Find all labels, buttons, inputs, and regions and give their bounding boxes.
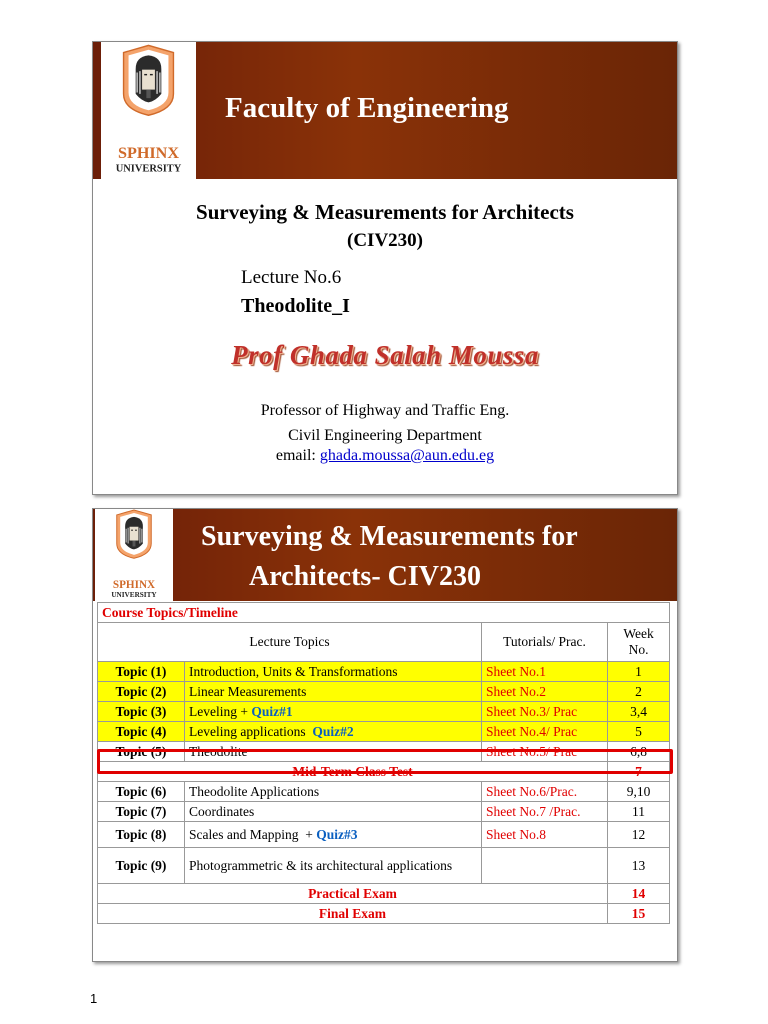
table-row	[98, 762, 670, 782]
topic-title: Scales and Mapping +	[189, 826, 317, 842]
sheet-cell	[482, 848, 608, 884]
email-line	[93, 447, 677, 465]
week-cell: 7	[608, 762, 670, 782]
topic-cell: Topic (6)	[98, 782, 185, 802]
topic-title: Leveling applications	[189, 723, 313, 739]
header-lecture-topics: Lecture Topics	[98, 623, 482, 662]
topic-title: Photogrammetric & its architectural applications	[189, 857, 453, 873]
timeline-banner	[93, 509, 677, 601]
week-cell: 6,8	[608, 742, 670, 762]
topic-cell: Topic (1)	[98, 662, 185, 682]
sphinx-university-logo	[95, 509, 173, 601]
email-link[interactable]: ghada.moussa@aun.edu.eg	[319, 447, 495, 464]
exam-label: Mid-Term Class Test	[98, 762, 608, 782]
table-row	[98, 702, 670, 722]
faculty-title: Faculty of Engineering	[225, 92, 509, 124]
slide-title-line2: Architects- CIV230	[249, 561, 481, 592]
topic-title-cell	[185, 682, 482, 702]
week-cell: 12	[608, 822, 670, 848]
topic-title-cell	[185, 662, 482, 682]
sheet-cell: Sheet No.4/ Prac	[482, 722, 608, 742]
page-number: 1	[90, 991, 98, 1006]
quiz-label: Quiz#3	[316, 826, 358, 842]
header-week: Week No.	[608, 623, 670, 662]
svg-text:UNIVERSITY: UNIVERSITY	[111, 591, 157, 600]
week-cell: 1	[608, 662, 670, 682]
week-cell: 2	[608, 682, 670, 702]
table-row	[98, 782, 670, 802]
sphinx-university-logo	[101, 42, 196, 179]
topic-title-cell	[185, 702, 482, 722]
topic-cell: Topic (5)	[98, 742, 185, 762]
topic-title: Theodolite Applications	[189, 783, 320, 799]
table-row	[98, 742, 670, 762]
sheet-cell: Sheet No.8	[482, 822, 608, 848]
week-cell: 15	[608, 904, 670, 924]
topic-cell: Topic (4)	[98, 722, 185, 742]
header-tutorials: Tutorials/ Prac.	[482, 623, 608, 662]
topic-title: Leveling +	[189, 703, 252, 719]
svg-text:UNIVERSITY: UNIVERSITY	[115, 163, 182, 175]
sheet-cell: Sheet No.5/ Prac	[482, 742, 608, 762]
professor-name: Prof Ghada Salah Moussa	[231, 340, 539, 370]
title-slide	[92, 41, 678, 495]
table-body	[98, 662, 670, 924]
timeline-slide	[92, 508, 678, 962]
week-cell: 11	[608, 802, 670, 822]
topic-title: Coordinates	[189, 803, 255, 819]
sheet-cell: Sheet No.1	[482, 662, 608, 682]
topic-cell: Topic (8)	[98, 822, 185, 848]
week-cell: 13	[608, 848, 670, 884]
sphinx-logo-icon	[95, 509, 173, 601]
table-caption: Course Topics/Timeline	[98, 603, 670, 623]
course-name: Surveying & Measurements for Architects	[196, 200, 574, 224]
sheet-cell: Sheet No.2	[482, 682, 608, 702]
topic-cell: Topic (9)	[98, 848, 185, 884]
lecture-number: Lecture No.6	[241, 267, 342, 288]
table-row	[98, 722, 670, 742]
quiz-label: Quiz#2	[312, 723, 354, 739]
topic-title-cell	[185, 742, 482, 762]
table-row	[98, 822, 670, 848]
svg-text:SPHINX: SPHINX	[112, 578, 156, 591]
department: Civil Engineering Department	[288, 427, 482, 444]
sheet-cell: Sheet No.7 /Prac.	[482, 802, 608, 822]
table-row	[98, 682, 670, 702]
topic-title-cell	[185, 782, 482, 802]
topic-title: Theodolite	[189, 743, 248, 759]
title-banner	[93, 42, 677, 179]
topic-title: Linear Measurements	[189, 683, 307, 699]
table-row	[98, 904, 670, 924]
lecture-title: Theodolite_I	[241, 295, 350, 317]
topic-title-cell	[185, 848, 482, 884]
topic-cell: Topic (7)	[98, 802, 185, 822]
quiz-label: Quiz#1	[251, 703, 293, 719]
topic-title-cell	[185, 722, 482, 742]
slide-title-line1: Surveying & Measurements for	[201, 521, 578, 552]
email-label: email:	[275, 447, 316, 464]
week-cell: 5	[608, 722, 670, 742]
topic-cell: Topic (2)	[98, 682, 185, 702]
sphinx-logo-icon	[101, 42, 196, 179]
week-cell: 9,10	[608, 782, 670, 802]
table-row	[98, 662, 670, 682]
table-row	[98, 802, 670, 822]
sheet-cell: Sheet No.6/Prac.	[482, 782, 608, 802]
exam-label: Final Exam	[98, 904, 608, 924]
sheet-cell: Sheet No.3/ Prac	[482, 702, 608, 722]
topic-cell: Topic (3)	[98, 702, 185, 722]
svg-text:SPHINX: SPHINX	[118, 145, 179, 162]
table-row	[98, 884, 670, 904]
topic-title-cell	[185, 822, 482, 848]
topic-title: Introduction, Units & Transformations	[189, 663, 398, 679]
timeline-table	[97, 602, 670, 924]
week-cell: 3,4	[608, 702, 670, 722]
timeline-table-wrap	[97, 602, 669, 924]
professor-role: Professor of Highway and Traffic Eng.	[260, 402, 510, 419]
week-cell: 14	[608, 884, 670, 904]
topic-title-cell	[185, 802, 482, 822]
exam-label: Practical Exam	[98, 884, 608, 904]
table-row	[98, 848, 670, 884]
course-code: (CIV230)	[347, 230, 423, 251]
